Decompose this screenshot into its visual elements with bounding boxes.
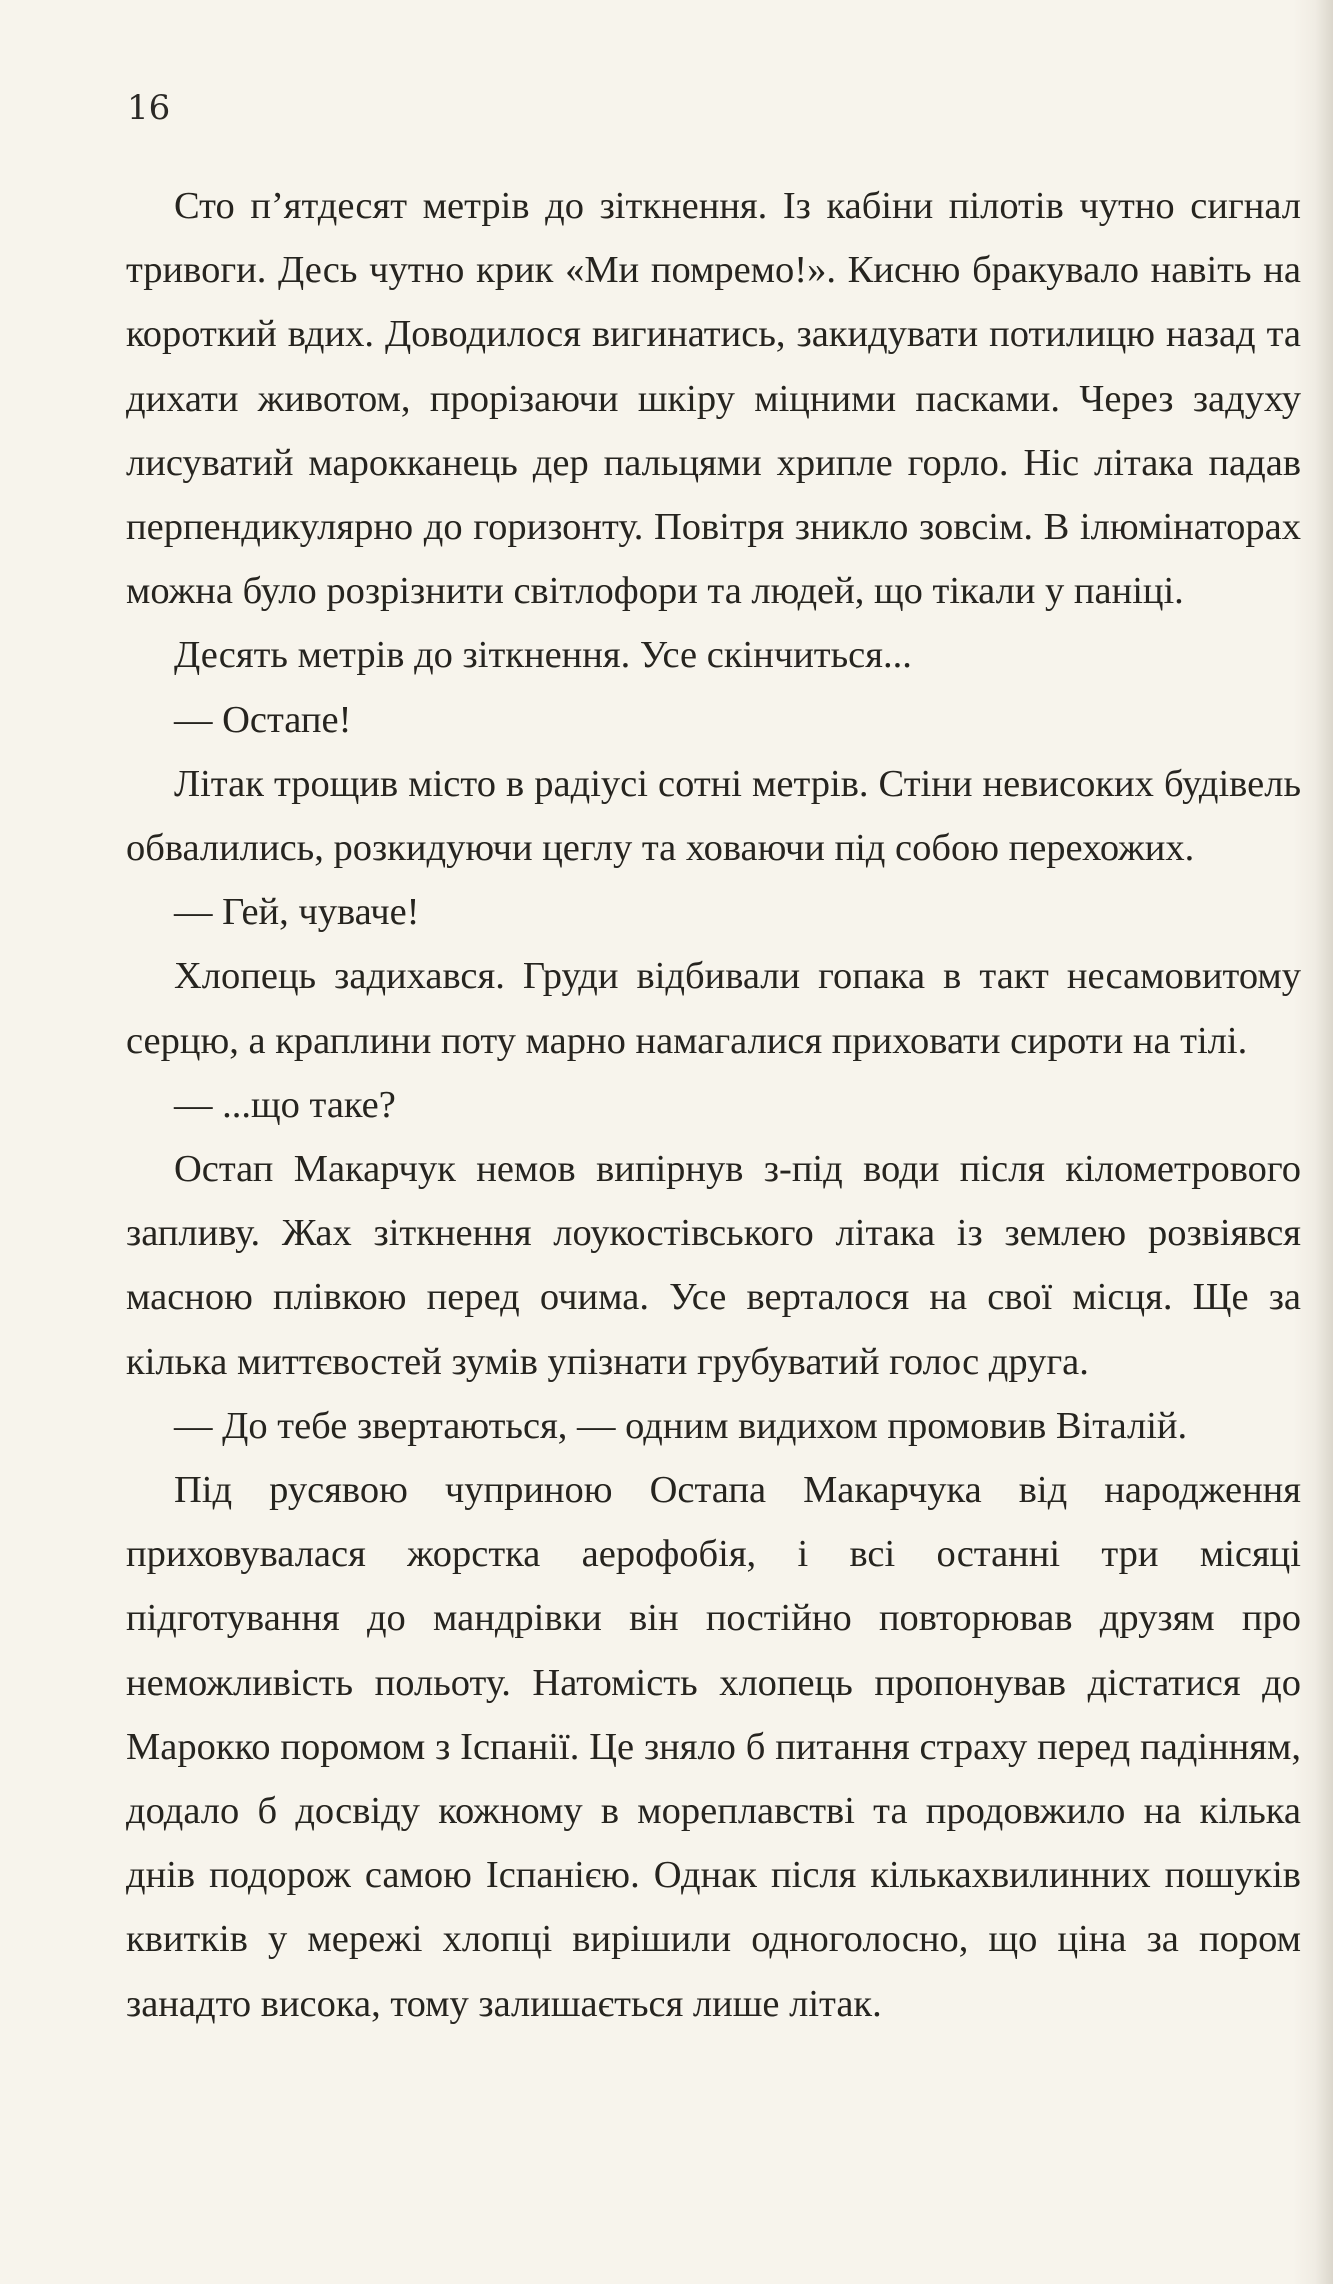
paragraph: Хлопець задихався. Груди відбивали гопака в такт несамовитому серцю, а краплини поту марно намагалися приховати сироти на тілі. (126, 955, 1301, 1062)
dialogue-line: — До тебе звертаються, — одним видихом промовив Віталій. (174, 1404, 1188, 1447)
body-text (126, 174, 1301, 2036)
paragraph: Десять метрів до зіткнення. Усе скінчиться... (174, 634, 912, 677)
paragraph: Літак трощив місто в радіусі сотні метрів. Стіни невисоких будівель обвалились, розкидуючи цеглу та ховаючи під собою перехожих. (126, 762, 1301, 870)
dialogue-line: — Гей, чуваче! (174, 891, 420, 934)
dialogue-line: — Остапе! (174, 698, 352, 741)
paragraph: Остап Макарчук немов випірнув з-під води після кілометрового запливу. Жах зіткнення лоукостівського літака із землею розвіявся масною плівкою перед очима. Усе верталося на свої місця. Ще за кілька миттєвостей зумів упізнати грубуватий голос друга. (126, 1148, 1301, 1383)
paragraph: Під русявою чуприною Остапа Макарчука від народження приховувалася жорстка аерофобія, і всі останні три місяці підготування до мандрівки він постійно повторював друзям про неможливість польоту. Натомість хлопець пропонував дістатися до Марокко поромом з Іспанії. Це зняло б питання страху перед падінням, додало б досвіду кожному в мореплавстві та продовжило на кілька днів подорож самою Іспанією. Однак після кількахвилинних пошуків квитків у мережі хлопці вирішили одноголосно, що ціна за пором занадто висока, тому залишається лише літак. (126, 1469, 1301, 2025)
dialogue-line: — ...що таке? (174, 1083, 396, 1126)
page-number: 16 (127, 88, 171, 128)
paragraph: Сто п’ятдесят метрів до зіткнення. Із кабіни пілотів чутно сигнал тривоги. Десь чутно крик «Ми помремо!». Кисню бракувало навіть на короткий вдих. Доводилося вигинатись, закидувати потилицю назад та дихати животом, прорізаючи шкіру міцними пасками. Через задуху лисуватий марокканець дер пальцями хрипле горло. Ніс літака падав перпендикулярно до горизонту. Повітря зникло зовсім. В ілюмінаторах можна було розрізнити світлофори та людей, що тікали у паніці. (126, 185, 1301, 613)
